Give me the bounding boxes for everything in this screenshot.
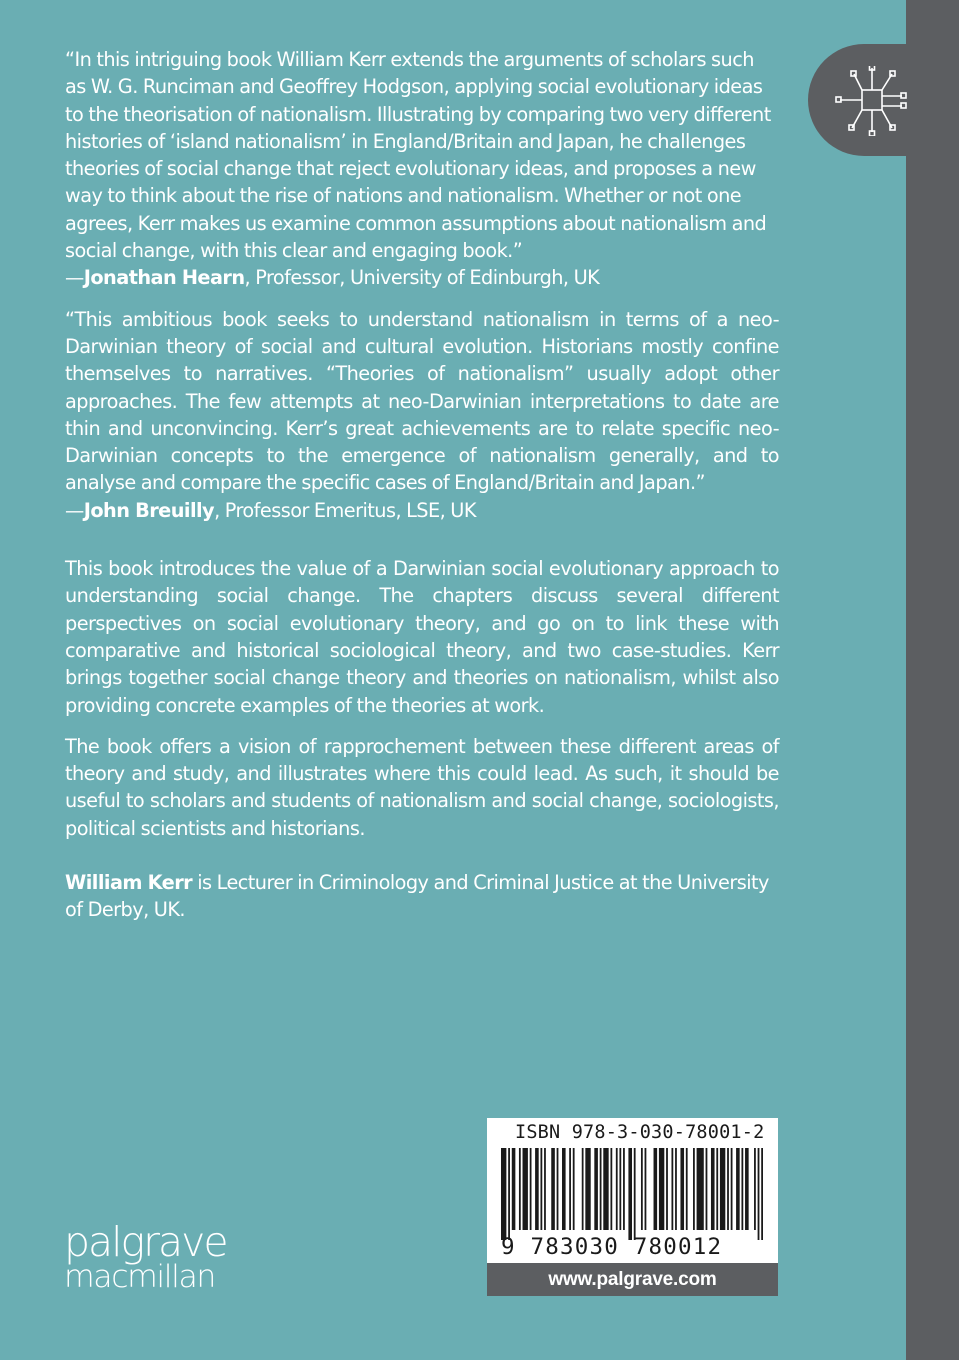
barcode-bar <box>616 1148 618 1230</box>
endorsement-quote-1 <box>65 46 779 292</box>
barcode-bar <box>693 1148 695 1230</box>
barcode-bar <box>619 1148 621 1230</box>
author-bio <box>65 869 779 924</box>
isbn-label: ISBN 978-3-030-78001-2 <box>515 1122 765 1143</box>
barcode-bar <box>641 1148 643 1230</box>
barcode-bar <box>557 1148 559 1230</box>
publisher-logo <box>64 1218 227 1295</box>
barcode-bar <box>519 1148 521 1230</box>
barcode-bar <box>680 1148 684 1230</box>
logo-tab <box>808 44 959 156</box>
barcode-bar <box>754 1148 756 1230</box>
barcode-bar <box>727 1148 729 1230</box>
quote-2-author: John Breuilly <box>83 498 215 522</box>
bio-text: is Lecturer in Criminology and Criminal Justice at the University of Derby, UK. <box>65 871 769 922</box>
description-paragraph-1: This book introduces the value of a Darwinian social evolutionary approach to understanding social change. The chapters discuss several different perspectives on social evolutionary theory, and go on to link these with comparative and historical sociological theory, and two case-studies. Kerr brings together social change theory and theories on nationalism, whilst also providing concrete examples of the theories at work. <box>65 557 779 717</box>
bio-author-name: William Kerr <box>65 871 193 895</box>
barcode-bar <box>716 1148 718 1230</box>
barcode-bar <box>573 1148 575 1230</box>
barcode-bar <box>761 1148 763 1240</box>
barcode-bar <box>659 1148 664 1230</box>
barcode-digits: 9 783030 780012 <box>501 1234 723 1260</box>
barcode-bar <box>745 1148 749 1230</box>
barcode-bar <box>666 1148 668 1230</box>
barcode-bar <box>512 1148 516 1230</box>
barcode-bar <box>569 1148 571 1230</box>
publisher-line-2: macmillan <box>64 1259 215 1295</box>
palgrave-network-icon <box>834 66 912 136</box>
barcode-bar <box>562 1148 566 1230</box>
website-url: www.palgrave.com <box>487 1263 778 1296</box>
quote-2-attribution <box>65 499 476 522</box>
quote-1-author: Jonathan Hearn <box>83 266 245 290</box>
barcode-bar <box>711 1148 715 1230</box>
barcode-bar <box>731 1148 733 1230</box>
barcode-bar <box>530 1148 532 1230</box>
endorsement-quote-2 <box>65 306 779 524</box>
description-paragraph-2: The book offers a vision of rapprochement between these different areas of theory and study, and illustrates where this could lead. As such, it should be useful to scholars and students of nationalism and social change, sociologists, political scientists and historians. <box>65 734 779 840</box>
barcode-bar <box>603 1148 608 1230</box>
barcode-bar <box>706 1148 708 1230</box>
barcode-bar <box>628 1148 632 1240</box>
barcode-bar <box>585 1148 590 1230</box>
barcode-bar <box>736 1148 740 1230</box>
publisher-line-1: palgrave <box>64 1218 227 1266</box>
quote-2-dash: — <box>65 498 84 522</box>
barcode-bar <box>634 1148 636 1240</box>
barcode-icon <box>501 1148 763 1240</box>
barcode-bar <box>675 1148 677 1230</box>
barcode-bar <box>523 1148 528 1230</box>
barcode-bar <box>686 1148 688 1230</box>
spine-strip <box>906 0 959 1360</box>
barcode-bar <box>623 1148 625 1230</box>
barcode-bar <box>720 1148 725 1230</box>
barcode-bar <box>551 1148 555 1230</box>
quote-1-attribution <box>65 266 599 289</box>
quote-1-text: “In this intriguing book William Kerr extends the arguments of scholars such as W. G. Runciman and Geoffrey Hodgson, applying social evolutionary ideas to the theorisation of nationalism. Illustrating by comparing two very different histories of ‘island nationalism’ in England/Britain and Japan, he challenges theories of social change that reject evolutionary ideas, and proposes a new way to think about the rise of nations and nationalism. Whether or not one agrees, Kerr makes us examine common assumptions about nationalism and social change, with this clear and engaging book.” <box>65 48 771 263</box>
quote-2-text: “This ambitious book seeks to understand nationalism in terms of a neo-Darwinian theory of social and cultural evolution. Historians mostly confine themselves to narratives. “Theories of nationalism” usually adopt other approaches. The few attempts at neo-Darwinian interpretations to date are thin and unconvincing. Kerr’s great achievements are to relate specific neo-Darwinian concepts to the emergence of nationalism generally, and to analyse and compare the specific cases of England/Britain and Japan.” <box>65 307 779 495</box>
barcode-box <box>487 1118 778 1263</box>
back-cover-text <box>65 46 779 924</box>
barcode-bar <box>594 1148 598 1230</box>
barcode-bar <box>582 1148 584 1230</box>
barcode-bar <box>540 1148 542 1230</box>
barcode-bar <box>758 1148 760 1240</box>
barcode-bar <box>645 1148 647 1230</box>
barcode-bar <box>697 1148 704 1230</box>
barcode-bar <box>508 1148 510 1240</box>
barcode-bar <box>671 1148 673 1230</box>
barcode-bar <box>544 1148 546 1230</box>
quote-1-dash: — <box>65 266 84 290</box>
barcode-bar <box>600 1148 602 1230</box>
quote-2-affiliation: , Professor Emeritus, LSE, UK <box>214 498 476 522</box>
barcode-bar <box>610 1148 612 1230</box>
barcode-bar <box>501 1148 506 1240</box>
barcode-bar <box>654 1148 658 1230</box>
barcode-bar <box>535 1148 539 1230</box>
barcode-bar <box>741 1148 743 1230</box>
quote-1-affiliation: , Professor, University of Edinburgh, UK <box>244 266 600 290</box>
